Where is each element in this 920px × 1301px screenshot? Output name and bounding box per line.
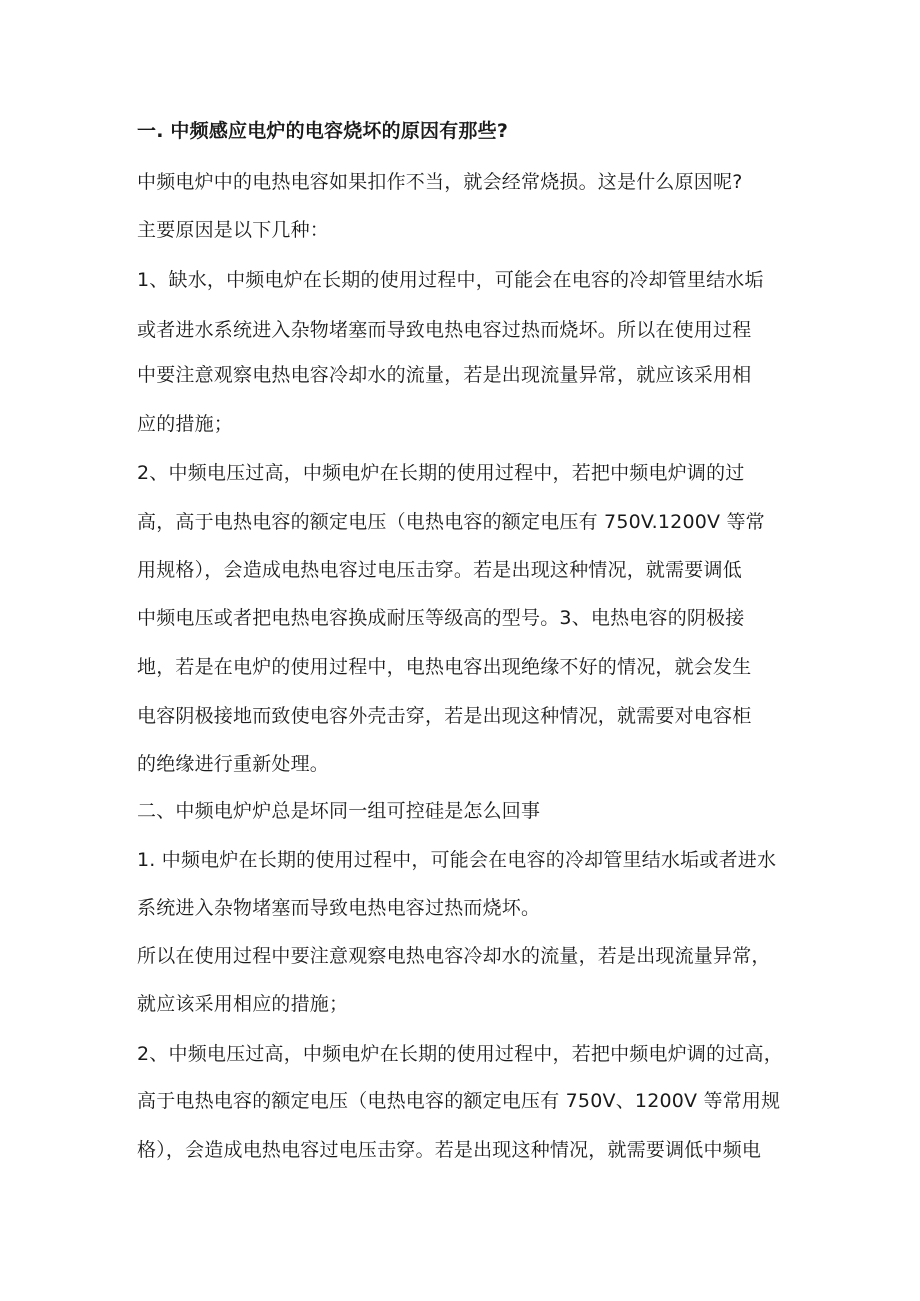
text-line-5: 中要注意观察电热电容冷却水的流量，若是出现流量异常，就应该采用相	[137, 364, 752, 386]
text-line-9: 用规格），会造成电热电容过电压击穿。若是出现这种情况，就需要调低	[137, 559, 742, 581]
text-line-17: 所以在使用过程中要注意观察电热电容冷却水的流量，若是出现流量异常，	[137, 945, 771, 967]
text-line-8: 高，高于电热电容的额定电压（电热电容的额定电压有 750V.1200V 等常	[137, 511, 765, 533]
text-line-2: 主要原因是以下几种：	[137, 219, 330, 241]
text-line-10: 中频电压或者把电热电容换成耐压等级高的型号。3、电热电容的阴极接	[137, 607, 745, 629]
text-line-13: 的绝缘进行重新处理。	[137, 753, 330, 775]
text-line-6: 应的措施；	[137, 413, 234, 435]
text-line-16: 系统进入杂物堵塞而导致电热电容过热而烧坏。	[137, 897, 541, 919]
text-line-11: 地，若是在电炉的使用过程中，电热电容出现绝缘不好的情况，就会发生	[137, 656, 752, 678]
text-line-1: 中频电炉中的电热电容如果扣作不当，就会经常烧损。这是什么原因呢?	[137, 171, 743, 193]
text-line-7: 2、中频电压过高，中频电炉在长期的使用过程中，若把中频电炉调的过	[137, 462, 745, 484]
text-line-18: 就应该采用相应的措施；	[137, 993, 349, 1015]
text-line-15: 1. 中频电炉在长期的使用过程中，可能会在电容的冷却管里结水垢或者进水	[137, 849, 777, 871]
section-heading-2: 二、中频电炉炉总是坏同一组可控硅是怎么回事	[137, 800, 541, 822]
text-line-12: 电容阴极接地而致使电容外壳击穿，若是出现这种情况，就需要对电容柜	[137, 705, 752, 727]
text-line-3: 1、缺水，中频电炉在长期的使用过程中，可能会在电容的冷却管里结水垢	[137, 269, 764, 291]
page-title: 一. 中频感应电炉的电容烧坏的原因有那些?	[137, 120, 509, 142]
text-line-20: 高于电热电容的额定电压（电热电容的额定电压有 750V、1200V 等常用规	[137, 1090, 781, 1112]
text-line-21: 格），会造成电热电容过电压击穿。若是出现这种情况，就需要调低中频电	[137, 1139, 762, 1161]
text-line-19: 2、中频电压过高，中频电炉在长期的使用过程中，若把中频电炉调的过高，	[137, 1043, 783, 1065]
text-line-4: 或者进水系统进入杂物堵塞而导致电热电容过热而烧坏。所以在使用过程	[137, 319, 752, 341]
